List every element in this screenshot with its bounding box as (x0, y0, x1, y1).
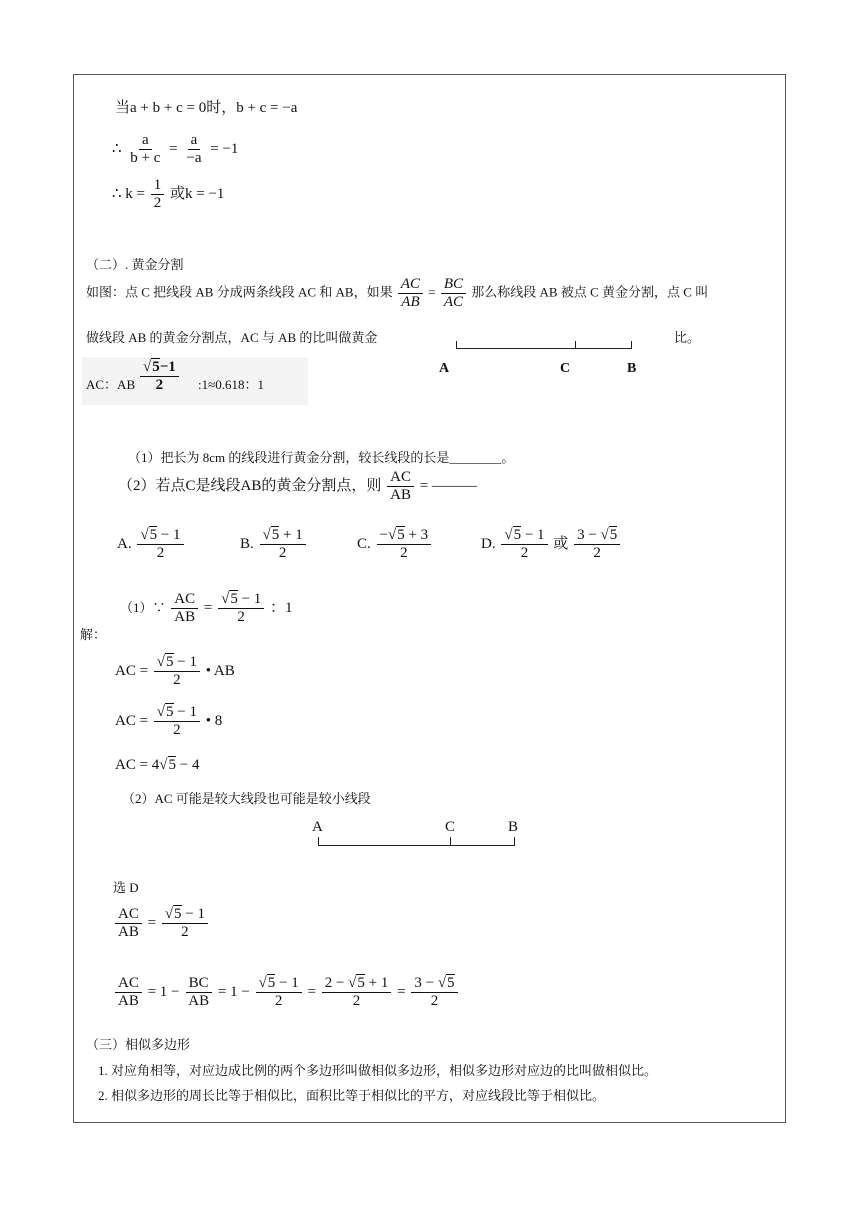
point-label-b: B (508, 819, 519, 835)
equation-ratio: ∴ $\frac{a}{b + c}$ = $\frac{a}{-a}$ = −1 (112, 132, 239, 167)
point-label-a: A (439, 361, 450, 376)
solution-step2: （2）AC 可能是较大线段也可能是较小线段 (122, 791, 371, 806)
option-a: A. $\frac{√5 - 1}{2}$ (117, 527, 186, 563)
option-d: D. $\frac{√5 - 1}{2}$ 或 $\frac{3 - √5}{2}$ (481, 527, 622, 563)
solution-step1: （1）∵ $\frac{AC}{AB}$ = $\frac{√5 - 1}{2}$ ：1 (120, 591, 293, 626)
point-label-c: C (445, 819, 456, 835)
question-1: （1）把长为 8cm 的线段进行黄金分割，较长线段的长是________。 (128, 450, 515, 465)
final-equation-1: $\frac{AC}{AB}$ = $\frac{√5 - 1}{2}$ (113, 906, 210, 942)
golden-definition-line1: 如图：点 C 把线段 AB 分成两条线段 AC 和 AB，如果 $\frac{AC}{AB}$ = $\frac{BC}{AC}$ 那么称线段 AB 被点 C 黄金分割，点 C 叫 (86, 276, 709, 311)
solution-line1: AC = $\frac{√5 - 1}{2}$ • AB (115, 654, 235, 689)
point-label-b: B (627, 361, 637, 376)
solution-line2: AC = $\frac{√5 - 1}{2}$ • 8 (115, 704, 223, 739)
similar-heading: （三）相似多边形 (86, 1037, 191, 1052)
golden-definition-line2: 做线段 AB 的黄金分割点，AC 与 AB 的比叫做黄金 (86, 330, 378, 345)
similar-item-1: 1. 对应角相等，对应边成比例的两个多边形叫做相似多边形，相似多边形对应边的比叫做相似比。 (98, 1063, 658, 1078)
golden-ratio-formula: AC：AB $\frac{√5-1}{2}$ :1≈0.618：1 (82, 357, 308, 405)
condition-line: 当a + b + c = 0时，b + c = −a (115, 100, 298, 116)
solution-label: 解： (80, 627, 107, 642)
solution-line3: AC = 4√5 − 4 (115, 757, 200, 773)
similar-item-2: 2. 相似多边形的周长比等于相似比，面积比等于相似比的平方，对应线段比等于相似比。 (98, 1088, 606, 1103)
question-2: （2）若点C是线段AB的黄金分割点，则 $\frac{AC}{AB}$ = ——— (118, 469, 477, 504)
choose-answer: 选 D (113, 880, 139, 895)
final-equation-2: $\frac{AC}{AB}$ = 1 − $\frac{BC}{AB}$ = 1 − $\frac{√5 - 1}{2}$ = $\frac{2 - √5 + 1}{2}$ = $\frac{3 - √5}{2}$ (113, 975, 460, 1011)
golden-definition-end: 比。 (674, 330, 701, 345)
point-label-a: A (312, 819, 323, 835)
option-c: C. $\frac{-√5 + 3}{2}$ (357, 527, 433, 563)
golden-heading: （二）. 黄金分割 (86, 257, 184, 272)
option-b: B. $\frac{√5 + 1}{2}$ (240, 527, 308, 563)
equation-k: ∴ k = $\frac{1}{2}$ 或k = −1 (112, 177, 225, 212)
point-label-c: C (560, 361, 571, 376)
